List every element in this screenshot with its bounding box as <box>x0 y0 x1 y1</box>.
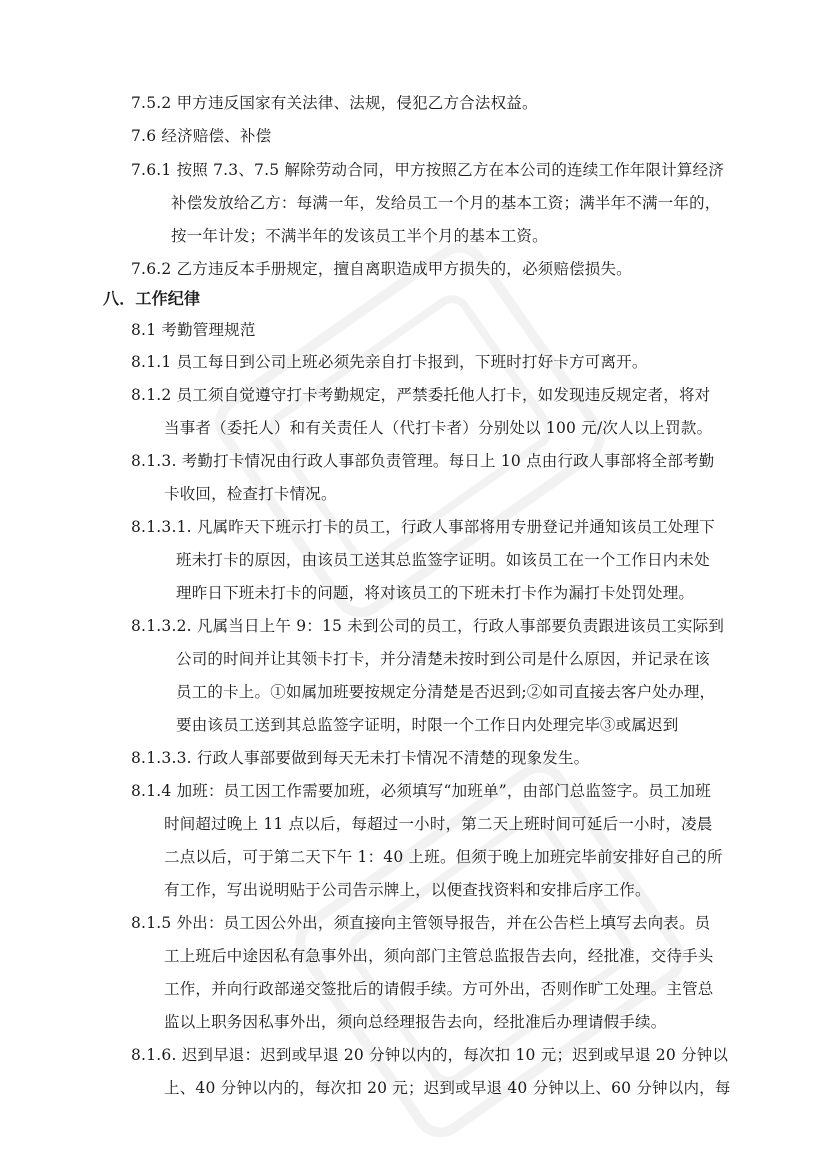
section-heading: 八．工作纪律 <box>103 289 201 308</box>
text-line: 8.1.2 员工须自觉遵守打卡考勤规定，严禁委托他人打卡，如发现违反规定者，将对 <box>131 386 711 404</box>
text-line: 8.1.3.3. 行政人事部要做到每天无未打卡情况不清楚的现象发生。 <box>131 749 590 767</box>
text-line: 工上班后中途因私有急事外出，须向部门主管总监报告去向，经批准，交待手头 <box>164 947 714 965</box>
text-line: 8.1.6. 迟到早退：迟到或早退 20 分钟以内的，每次扣 10 元；迟到或早退 20 分钟以 <box>131 1046 729 1064</box>
subsection-title: 8.1 考勤管理规范 <box>131 321 256 339</box>
text-line: 上、40 分钟以内的，每次扣 20 元；迟到或早退 40 分钟以上、60 分钟以内，每 <box>164 1079 731 1097</box>
text-line: 时间超过晚上 11 点以后，每超过一小时，第二天上班时间可延后一小时，凌晨 <box>164 815 713 833</box>
text-line: 员工的卡上。①如属加班要按规定分清楚是否迟到;②如司直接去客户处办理， <box>176 683 716 701</box>
text-line: 卡收回，检查打卡情况。 <box>164 485 337 503</box>
text-line: 8.1.1 员工每日到公司上班必须先亲自打卡报到，下班时打好卡方可离开。 <box>131 353 648 371</box>
text-line: 班未打卡的原因，由该员工送其总监签字证明。如该员工在一个工作日内未处 <box>176 551 710 569</box>
text-line: 8.1.4 加班：员工因工作需要加班，必须填写“加班单”，由部门总监签字。员工加班 <box>131 782 711 800</box>
text-line: 按一年计发；不满半年的发该员工半个月的基本工资。 <box>171 227 548 245</box>
text-line: 7.5.2 甲方违反国家有关法律、法规，侵犯乙方合法权益。 <box>131 94 538 112</box>
text-line: 理昨日下班未打卡的问题，将对该员工的下班未打卡作为漏打卡处罚处理。 <box>176 584 695 602</box>
text-line: 7.6.1 按照 7.3、7.5 解除劳动合同，甲方按照乙方在本公司的连续工作年限计算经济 <box>131 161 725 179</box>
text-line: 有工作，写出说明贴于公司告示牌上，以便查找资料和安排后序工作。 <box>164 881 651 899</box>
text-line: 二点以后，可于第二天下午 1：40 上班。但须于晚上加班完毕前安排好自己的所 <box>164 848 723 866</box>
text-line: 7.6.2 乙方违反本手册规定，擅自离职造成甲方损失的，必须赔偿损失。 <box>131 260 632 278</box>
text-line: 公司的时间并让其领卡打卡，并分清楚未按时到公司是什么原因，并记录在该 <box>176 650 710 668</box>
text-line: 要由该员工送到其总监签字证明，时限一个工作日内处理完毕③或属迟到 <box>176 716 679 734</box>
text-line: 工作，并向行政部递交签批后的请假手续。方可外出，否则作旷工处理。主管总 <box>164 980 714 998</box>
text-line: 7.6 经济赔偿、补偿 <box>131 127 272 145</box>
text-line: 补偿发放给乙方：每满一年，发给员工一个月的基本工资；满半年不满一年的， <box>171 194 721 212</box>
text-line: 8.1.3.1. 凡属昨天下班示打卡的员工，行政人事部将用专册登记并通知该员工处理下 <box>131 518 715 536</box>
text-line: 8.1.5 外出：员工因公外出，须直接向主管领导报告，并在公告栏上填写去向表。员 <box>131 914 711 932</box>
text-line: 当事者（委托人）和有关责任人（代打卡者）分别处以 100 元/次人以上罚款。 <box>164 419 713 437</box>
text-line: 监以上职务因私事外出，须向总经理报告去向，经批准后办理请假手续。 <box>164 1013 667 1031</box>
text-line: 8.1.3.2. 凡属当日上午 9：15 未到公司的员工，行政人事部要负责跟进该员工实际到 <box>131 617 725 635</box>
text-line: 8.1.3. 考勤打卡情况由行政人事部负责管理。每日上 10 点由行政人事部将全部考勤 <box>131 452 715 470</box>
